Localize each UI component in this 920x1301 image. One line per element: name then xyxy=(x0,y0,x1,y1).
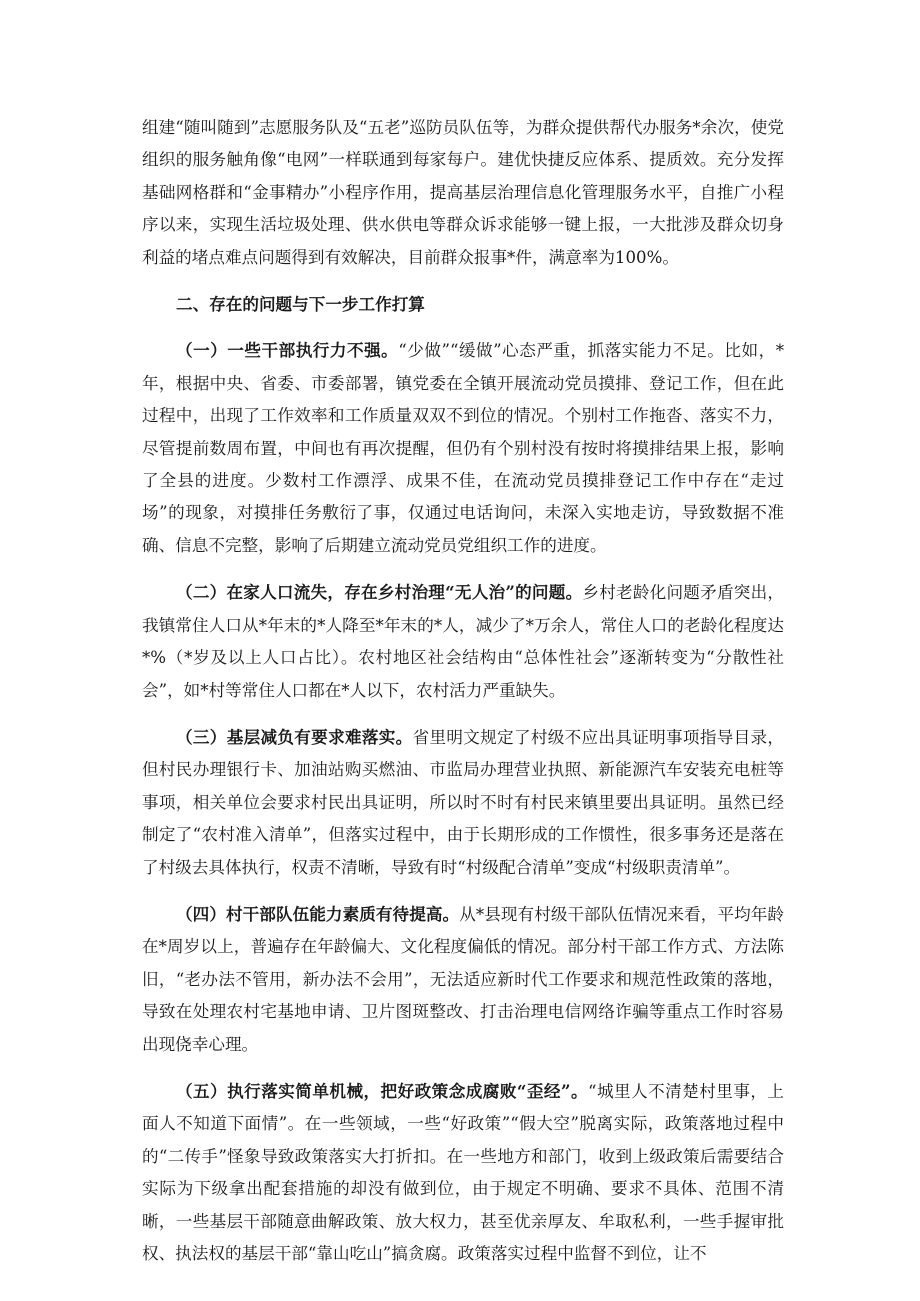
issue-2-body: 乡村老龄化问题矛盾突出，我镇常住人口从*年末的*人降至*年末的*人，减少了*万余人，常住人口的老龄化程度达*%（*岁及以上人口占比）。农村地区社会结构由“总体性社会”逐渐转变为“分散性社会”，如*村等常住人口都在*人以下，农村活力严重缺失。 xyxy=(142,583,784,700)
issue-paragraph-5 xyxy=(142,1075,784,1270)
issue-1-lead: （一）一些干部执行力不强。 xyxy=(176,340,399,361)
issue-3-lead: （三）基层减负有要求难落实。 xyxy=(176,726,413,747)
issue-4-body: 从*县现有村级干部队伍情况来看，平均年龄在*周岁以上，普遍存在年龄偏大、文化程度偏低的情况。部分村干部工作方式、方法陈旧，“老办法不管用，新办法不会用”，无法适应新时代工作要求和规范性政策的落地，导致在处理农村宅基地申请、卫片图斑整改、打击治理电信网络诈骗等重点工作时容易出现侥幸心理。 xyxy=(142,904,785,1054)
issue-4-lead: （四）村干部队伍能力素质有待提高。 xyxy=(176,903,460,924)
issue-paragraph-3 xyxy=(142,721,784,884)
issue-5-lead: （五）执行落实简单机械，把好政策念成腐败“歪经”。 xyxy=(176,1080,589,1101)
continuation-paragraph: 组建“随叫随到”志愿服务队及“五老”巡防员队伍等，为群众提供帮代办服务*余次，使党组织的服务触角像“电网”一样联通到每家每户。建优快捷反应体系、提质效。充分发挥基础网格群和“金事精办”小程序作用，提高基层治理信息化管理服务水平，自推广小程序以来，实现生活垃圾处理、供水供电等群众诉求能够一键上报，一大批涉及群众切身利益的堵点难点问题得到有效解决，目前群众报事*件，满意率为100%。 xyxy=(142,118,784,267)
issue-paragraph-4 xyxy=(142,898,784,1061)
issue-3-body: 省里明文规定了村级不应出具证明事项指导目录，但村民办理银行卡、加油站购买燃油、市监局办理营业执照、新能源汽车安装充电桩等事项，相关单位会要求村民出具证明，所以时不时有村民来镇里要出具证明。虽然已经制定了“农村准入清单”，但落实过程中，由于长期形成的工作惯性，很多事务还是落在了村级去具体执行，权责不清晰，导致有时“村级配合清单”变成“村级职责清单”。 xyxy=(142,727,784,877)
issue-2-lead: （二）在家人口流失，存在乡村治理“无人治”的问题。 xyxy=(176,582,583,603)
issue-paragraph-1 xyxy=(142,334,784,562)
document-page xyxy=(142,112,784,1270)
issue-5-body: “城里人不清楚村里事，上面人不知道下面情”。在一些领域，一些“好政策”“假大空”脱离实际，政策落地过程中的“二传手”怪象导致政策落实大打折扣。在一些地方和部门，收到上级政策后需要结合实际为下级拿出配套措施的却没有做到位，由于规定不明确、要求不具体、范围不清晰，一些基层干部随意曲解政策、放大权力，甚至优亲厚友、牟取私利，一些手握审批权、执法权的基层干部“靠山吃山”搞贪腐。政策落实过程中监督不到位，让不 xyxy=(142,1081,785,1263)
section-heading: 二、存在的问题与下一步工作打算 xyxy=(176,294,425,315)
issue-1-body: “少做”“缓做”心态严重，抓落实能力不足。比如，*年，根据中央、省委、市委部署，镇党委在全镇开展流动党员摸排、登记工作，但在此过程中，出现了工作效率和工作质量双双不到位的情况。个别村工作拖沓、落实不力，尽管提前数周布置，中间也有再次提醒，但仍有个别村没有按时将摸排结果上报，影响了全县的进度。少数村工作漂浮、成果不佳，在流动党员摸排登记工作中存在“走过场”的现象，对摸排任务敷衍了事，仅通过电话询问，未深入实地走访，导致数据不准确、信息不完整，影响了后期建立流动党员党组织工作的进度。 xyxy=(142,341,784,555)
issue-paragraph-2 xyxy=(142,576,784,707)
